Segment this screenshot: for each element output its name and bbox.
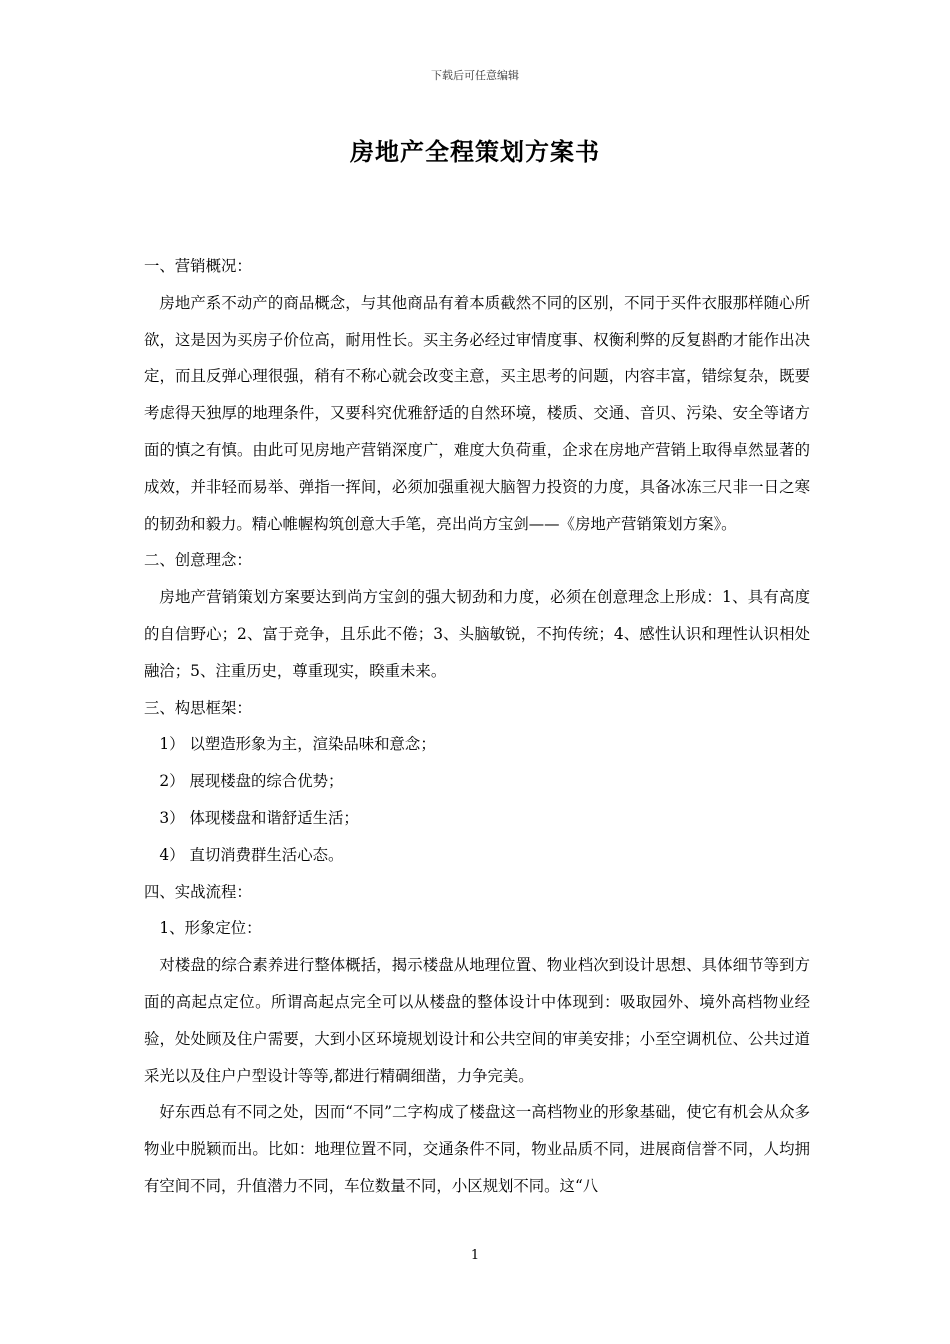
section-heading-marketing-overview: 一、营销概况： <box>144 257 252 275</box>
list-item: 4） 直切消费群生活心态。 <box>159 845 344 864</box>
subheading-image-positioning: 1、形象定位： <box>159 919 262 938</box>
page-header: 下载后可任意编辑 <box>431 69 519 82</box>
section-heading-creative-concept: 二、创意理念： <box>144 551 252 570</box>
list-item: 2） 展现楼盘的综合优势； <box>159 772 344 791</box>
document-title: 房地产全程策划方案书 <box>350 137 600 166</box>
section-heading-practical-process: 四、实战流程： <box>144 882 252 901</box>
paragraph-image-positioning: 对楼盘的综合素养进行整体概括，揭示楼盘从地理位置、物业档次到设计思想、具体细节等到方面的高起点定位。所谓高起点完全可以从楼盘的整体设计中体现到：吸取园外、境外高档物业经验，处处顾及住户需要，大到小区环境规划设计和公共空间的审美安排；小至空调机位、公共过道采光以及住户户型设计等等,都进行精碉细凿，力争完美。 <box>144 956 810 1085</box>
document-body <box>144 248 810 1205</box>
paragraph-creative-concept: 房地产营销策划方案要达到尚方宝剑的强大韧劲和力度，必须在创意理念上形成：1、具有高度的自信野心；2、富于竞争，且乐此不倦；3、头脑敏锐，不拘传统；4、感性认识和理性认识相处融洽；5、注重历史，尊重现实，睽重未来。 <box>144 588 810 680</box>
section-heading-framework: 三、构思框架： <box>144 698 252 717</box>
list-item: 1） 以塑造形象为主，渲染品味和意念； <box>159 735 436 754</box>
paragraph-marketing-overview: 房地产系不动产的商品概念，与其他商品有着本质截然不同的区别，不同于买件衣服那样随心所欲，这是因为买房子价位高，耐用性长。买主务必经过审情度事、权衡利弊的反复斟酌才能作出决定，而且反弹心理很强，稍有不称心就会改变主意，买主思考的问题，内容丰富，错综复杂，既要考虑得天独厚的地理条件，又要科究优雅舒适的自然环境，楼质、交通、音贝、污染、安全等诸方面的慎之有慎。由此可见房地产营销深度广，难度大负荷重，企求在房地产营销上取得卓然显著的成效，并非轻而易举、弹指一挥间，必须加强重视大脑智力投资的力度，具备冰冻三尺非一日之寒的韧劲和毅力。精心帷幄构筑创意大手笔，亮出尚方宝剑——《房地产营销策划方案》。 <box>144 293 810 533</box>
page-number: 1 <box>470 1248 480 1263</box>
paragraph-differences: 好东西总有不同之处，因而“不同”二字构成了楼盘这一高档物业的形象基础，使它有机会从众多物业中脱颖而出。比如：地理位置不同，交通条件不同，物业品质不同，进展商信誉不同，人均拥有空间不同，升值潜力不同，车位数量不同，小区规划不同。这“八 <box>144 1103 810 1195</box>
list-item: 3） 体现楼盘和谐舒适生活； <box>159 808 359 827</box>
